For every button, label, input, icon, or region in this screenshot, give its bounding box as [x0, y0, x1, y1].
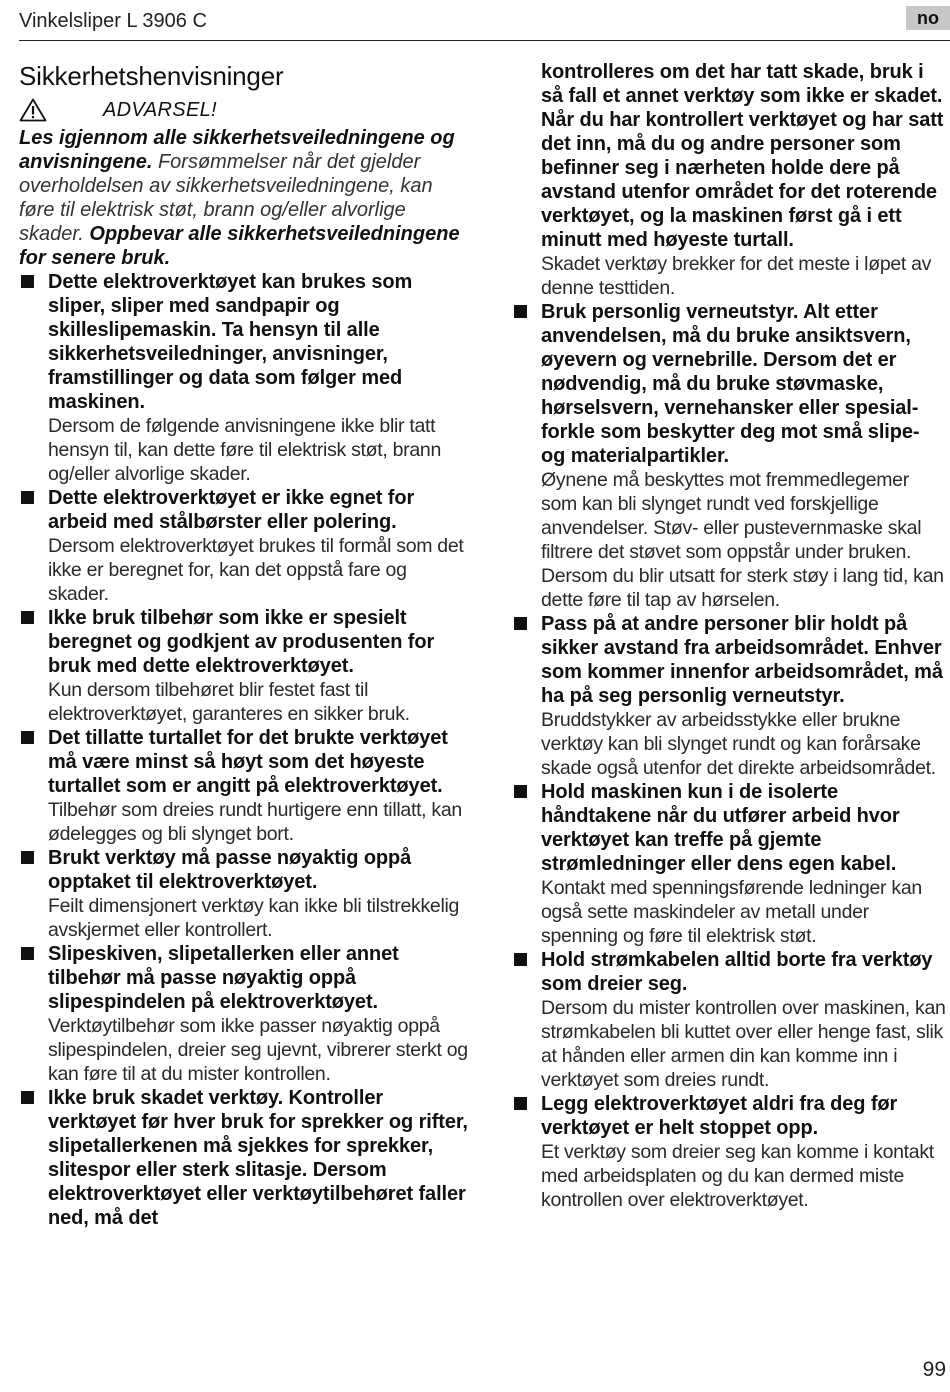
left-column: [19, 60, 471, 1230]
continued-item: [541, 60, 948, 300]
list-item: [512, 780, 948, 948]
item-bold-text: Ikke bruk tilbehør som ikke er spesielt beregnet og godkjent av produsenten for bruk med dette elektroverktøyet.: [48, 607, 435, 677]
item-light-text: Skadet verktøy brekker for det meste i løpet av denne testtiden.: [541, 253, 932, 299]
item-bold-text: kontrolleres om det har tatt skade, bruk i så fall et annet verktøy som ikke er skadet. Når du har kontrollert verktøyet og har satt det inn, må du og andre personer som befinner seg i nærheten holde dere på avstand utenfor området for det roterende verktøyet, og la maskinen først gå i ett minutt med høyeste turtall.: [541, 61, 944, 251]
section-title: Sikkerhetshenvisninger: [19, 61, 284, 91]
list-item: [512, 612, 948, 780]
list-item: [512, 1092, 948, 1212]
bullet-square-icon: [21, 731, 34, 744]
item-light-text: Tilbehør som dreies rundt hurtigere enn tillatt, kan ødelegges og bli slynget bort.: [48, 799, 462, 845]
item-bold-text: Hold maskinen kun i de isolerte håndtakene når du utfører arbeid hvor verktøyet kan treffe på gjemte strømledninger eller dens egen kabel.: [541, 781, 900, 875]
list-item: [19, 486, 471, 606]
document-title: Vinkelsliper L 3906 C: [19, 10, 207, 32]
item-bold-text: Slipeskiven, slipetallerken eller annet tilbehør må passe nøyaktig oppå slipespindelen på elektroverktøyet.: [48, 943, 399, 1013]
item-light-text: Dersom de følgende anvisningene ikke blir tatt hensyn til, kan dette føre til elektrisk støt, brann og/eller alvorlige skader.: [48, 415, 441, 485]
list-item: [19, 726, 471, 846]
page-number: 99: [922, 1358, 946, 1381]
bullet-square-icon: [21, 611, 34, 624]
item-bold-text: Pass på at andre personer blir holdt på sikker avstand fra arbeidsområdet. Enhver som kommer innenfor arbeidsområdet, må ha på seg personlig verneutstyr.: [541, 613, 943, 707]
list-item: [19, 846, 471, 942]
header-divider: [19, 40, 950, 41]
item-bold-text: Dette elektroverktøyet kan brukes som sliper, sliper med sandpapir og skilleslipemaskin. Ta hensyn til alle sikkerhetsveiledninger, anvisninger, framstillinger og data som følger med maskinen.: [48, 271, 413, 413]
intro-paragraph: [19, 126, 471, 270]
list-item: [19, 942, 471, 1086]
item-light-text: Kun dersom tilbehøret blir festet fast til elektroverktøyet, garanteres en sikker bruk.: [48, 679, 410, 725]
intro-light: Forsømmelser når det gjelder overholdelsen av sikkerhetsveiledningene, kan føre til elektrisk støt, brann og/eller alvorlige skader.: [19, 151, 433, 245]
bullet-square-icon: [514, 953, 527, 966]
item-light-text: Dersom du mister kontrollen over maskinen, kan strømkabelen bli kuttet over eller henge fast, slik at hånden eller armen din kan komme inn i verktøyet som dreies rundt.: [541, 997, 946, 1091]
list-item: [512, 948, 948, 1092]
bullet-square-icon: [514, 785, 527, 798]
bullet-square-icon: [21, 947, 34, 960]
list-item: [19, 1086, 471, 1230]
intro-bold-2: Oppbevar alle sikkerhetsveiledningene for senere bruk.: [19, 223, 460, 269]
bullet-square-icon: [21, 1091, 34, 1104]
item-light-text: Feilt dimensjonert verktøy kan ikke bli tilstrekkelig avskjermet eller kontrollert.: [48, 895, 460, 941]
item-light-text: Et verktøy som dreier seg kan komme i kontakt med arbeidsplaten og du kan dermed miste kontrollen over elektroverktøyet.: [541, 1141, 934, 1211]
item-light-text: Kontakt med spenningsførende ledninger kan også sette maskindeler av metall under spenning og føre til elektrisk støt.: [541, 877, 922, 947]
item-light-text: Øynene må beskyttes mot fremmedlegemer som kan bli slynget rundt ved forskjellige anvendelser. Støv- eller pustevernmaske skal filtrere det støvet som oppstår under bruken. Dersom du blir utsatt for sterk støy i lang tid, kan dette føre til tap av hørselen.: [541, 469, 944, 611]
list-item: [512, 300, 948, 612]
list-item: [19, 270, 471, 486]
item-bold-text: Legg elektroverktøyet aldri fra deg før verktøyet er helt stoppet opp.: [541, 1093, 898, 1139]
warning-label: ADVARSEL!: [103, 98, 217, 121]
item-light-text: Verktøytilbehør som ikke passer nøyaktig oppå slipespindelen, dreier seg ujevnt, vibrerer sterkt og kan føre til at du mister kontrollen.: [48, 1015, 468, 1085]
item-bold-text: Det tillatte turtallet for det brukte verktøyet må være minst så høyt som det høyeste turtallet som er angitt på elektroverktøyet.: [48, 727, 448, 797]
right-column: [512, 60, 948, 1212]
bullet-square-icon: [514, 305, 527, 318]
item-bold-text: Hold strømkabelen alltid borte fra verktøy som dreier seg.: [541, 949, 933, 995]
bullet-square-icon: [21, 851, 34, 864]
bullet-square-icon: [21, 275, 34, 288]
item-light-text: Dersom elektroverktøyet brukes til formål som det ikke er beregnet for, kan det oppstå fare og skader.: [48, 535, 464, 605]
item-bold-text: Brukt verktøy må passe nøyaktig oppå opptaket til elektroverktøyet.: [48, 847, 412, 893]
item-bold-text: Dette elektroverktøyet er ikke egnet for arbeid med stålbørster eller polering.: [48, 487, 415, 533]
list-item: [19, 606, 471, 726]
intro-bold: Les igjennom alle sikkerhetsveiledningene og anvisningene.: [19, 127, 455, 173]
item-bold-text: Bruk personlig verneutstyr. Alt etter anvendelsen, må du bruke ansiktsvern, øyevern og vernebrille. Dersom det er nødvendig, må du bruke støvmaske, hørselsvern, vernehansker eller spesialforkle som beskytter deg mot små slipe- og materialpartikler.: [541, 301, 920, 467]
item-bold-text: Ikke bruk skadet verktøy. Kontroller verktøyet før hver bruk for sprekker og rifter, slipetallerkenen må sjekkes for sprekker, slitespor eller sterk slitasje. Dersom elektroverktøyet eller verktøytilbehøret faller ned, må det: [48, 1087, 468, 1229]
language-badge: no: [906, 6, 950, 30]
bullet-square-icon: [21, 491, 34, 504]
warning-triangle-icon: [19, 98, 47, 122]
warning-line: [19, 96, 471, 124]
bullet-square-icon: [514, 617, 527, 630]
item-light-text: Bruddstykker av arbeidsstykke eller brukne verktøy kan bli slynget rundt og kan forårsake skade også utenfor det direkte arbeidsområdet.: [541, 709, 936, 779]
bullet-square-icon: [514, 1097, 527, 1110]
